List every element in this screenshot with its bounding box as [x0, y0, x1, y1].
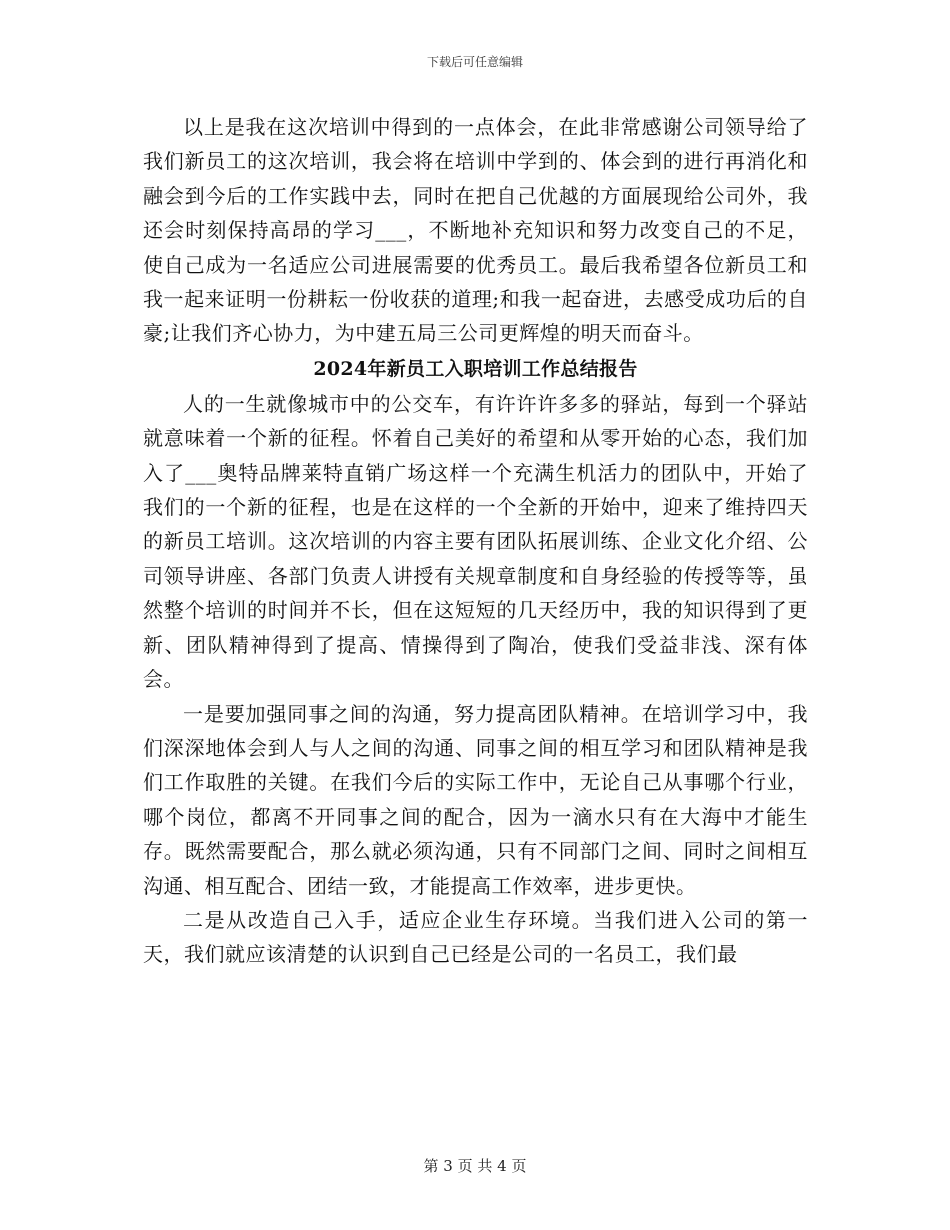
page-number-footer: 第 3 页 共 4 页 — [423, 1157, 527, 1175]
document-body — [143, 110, 808, 972]
paragraph-intro: 人的一生就像城市中的公交车，有许许许多多的驿站，每到一个驿站就意味着一个新的征程。怀着自己美好的希望和从零开始的心态，我们加入了___奥特品牌莱特直销广场这样一个充满生机活力的团队中，开始了我们的一个新的征程，也是在这样的一个全新的开始中，迎来了维持四天的新员工培训。这次培训的内容主要有团队拓展训练、企业文化介绍、公司领导讲座、各部门负责人讲授有关规章制度和自身经验的传授等等，虽然整个培训的时间并不长，但在这短短的几天经历中，我的知识得到了更新、团队精神得到了提高、情操得到了陶冶，使我们受益非浅、深有体会。 — [143, 391, 808, 692]
page-header-note: 下载后可任意编辑 — [426, 55, 523, 69]
paragraph-closing: 以上是我在这次培训中得到的一点体会，在此非常感谢公司领导给了我们新员工的这次培训，我会将在培训中学到的、体会到的进行再消化和融会到今后的工作实践中去，同时在把自己优越的方面展现给公司外，我还会时刻保持高昂的学习___，不断地补充知识和努力改变自己的不足，使自己成为一名适应公司进展需要的优秀员工。最后我希望各位新员工和我一起来证明一份耕耘一份收获的道理;和我一起奋进，去感受成功后的自豪;让我们齐心协力，为中建五局三公司更辉煌的明天而奋斗。 — [143, 115, 808, 346]
section-title: 2024年新员工入职培训工作总结报告 — [313, 357, 638, 380]
paragraph-point-two: 二是从改造自己入手，适应企业生存环境。当我们进入公司的第一天，我们就应该清楚的认识到自己已经是公司的一名员工，我们最 — [143, 907, 808, 967]
paragraph-point-one: 一是要加强同事之间的沟通，努力提高团队精神。在培训学习中，我们深深地体会到人与人之间的沟通、同事之间的相互学习和团队精神是我们工作取胜的关键。在我们今后的实际工作中，无论自己从事哪个行业，哪个岗位，都离不开同事之间的配合，因为一滴水只有在大海中才能生存。既然需要配合，那么就必须沟通，只有不同部门之间、同时之间相互沟通、相互配合、团结一致，才能提高工作效率，进步更快。 — [143, 701, 808, 898]
